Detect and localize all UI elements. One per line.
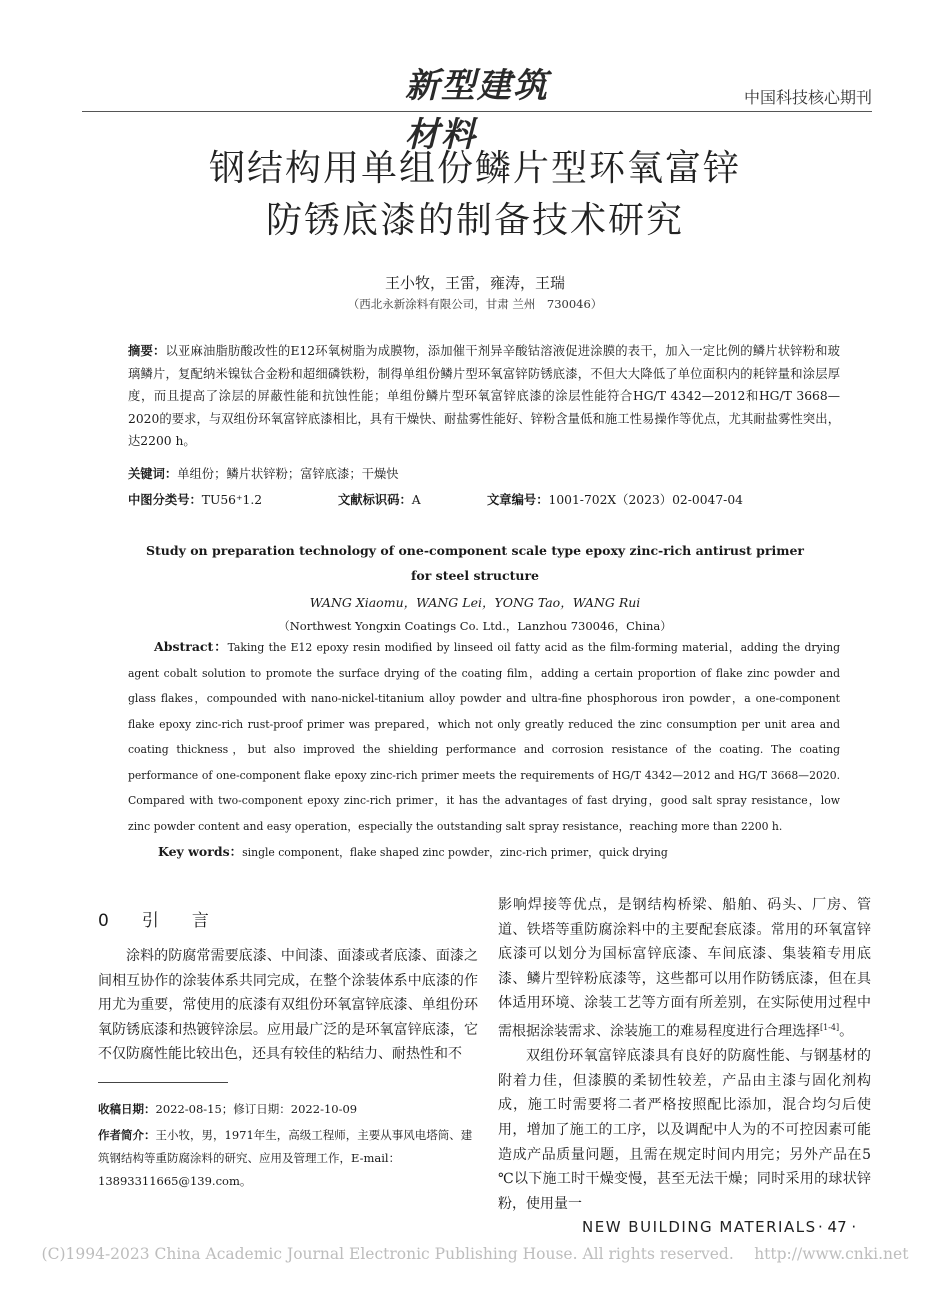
affiliation: （西北永新涂料有限公司，甘肃 兰州 730046） (347, 297, 603, 311)
body-text-end: 。 (839, 1023, 854, 1040)
clc-number (128, 490, 262, 508)
footer-journal-name: NEW BUILDING MATERIALS (582, 1218, 817, 1236)
body-text: 影响焊接等优点，是钢结构桥梁、船舶、码头、厂房、管道、铁塔等重防腐涂料中的主要配套底漆。常用的环氧富锌底漆可以划分为国标富锌底漆、车间底漆、集装箱专用底漆、鳞片型锌粉底漆等，这些都可以用作防锈底漆，但在具体适用环境、涂装工艺等方面有所差别，在实际使用过程中需根据涂装需求、涂装施工的难易程度进行合理选择 (498, 897, 871, 1040)
abstract-cn (128, 340, 840, 453)
document-code (338, 490, 421, 508)
keywords-cn-label: 关键词： (128, 467, 178, 481)
english-title-line-2: for steel structure (411, 568, 539, 583)
body-paragraph: 双组份环氧富锌底漆具有良好的防腐性能、与钢基材的附着力佳，但漆膜的柔韧性较差，产品由主漆与固化剂构成，施工时需要将二者严格按照配比添加，混合均匀后使用，增加了施工的工序，以及调配中人为的不可控因素可能造成产品质量问题，且需在规定时间内用完；另外产品在5 ℃以下施工时干燥变慢，甚至无法干燥；同时采用的球状锌粉，使用量一 (498, 1048, 871, 1212)
journal-logo-text: 新型建筑材料 (405, 66, 549, 155)
abstract-en (128, 634, 840, 839)
keywords-en-label: Key words： (158, 844, 243, 859)
author-list: 王小牧，王雷，雍涛，王瑞 (384, 274, 565, 292)
section-heading: 0 引 言 (98, 911, 217, 931)
abstract-en-text: Taking the E12 epoxy resin modified by linseed oil fatty acid as the film-forming material，adding the drying agent cobalt solution to promote the surface drying of the coating film，adding a certain proportion of flake zinc powder and glass flakes，compounded with nano-nickel-titanium alloy powder and ultra-fine phosphorous iron powder，a one-component flake epoxy zinc-rich rust-proof primer was prepared，which not only greatly reduced the zinc consumption per unit area and coating thickness，but also improved the shielding performance and corrosion resistance of the coating. The coating performance of one-component flake epoxy zinc-rich primer meets the requirements of HG/T 4342—2012 and HG/T 3668—2020. Compared with two-component epoxy zinc-rich primer，it has the advantages of fast drying，good salt spray resistance，low zinc powder content and easy operation，especially the outstanding salt spray resistance，reaching more than 2200 h. (128, 641, 840, 833)
body-paragraph (498, 893, 871, 1044)
article-number-label: 文章编号： (487, 493, 549, 507)
abstract-cn-text: 以亚麻油脂肪酸改性的E12环氧树脂为成膜物，添加催干剂异辛酸钴溶液促进涂膜的表干，加入一定比例的鳞片状锌粉和玻璃鳞片，复配纳米镍钛合金粉和超细磷铁粉，制得单组份鳞片型环氧富锌防锈底漆，不但大大降低了单位面积内的耗锌量和涂层厚度，而且提高了涂层的屏蔽性能和抗蚀性能；单组份鳞片型环氧富锌底漆的涂层性能符合HG/T 4342—2012和HG/T 3668—2020的要求，与双组份环氧富锌底漆相比，具有干燥快、耐盐雾性能好、锌粉含量低和施工性易操作等优点，尤其耐盐雾性突出，达2200 h。 (128, 344, 840, 449)
author-bio-text: 王小牧，男，1971年生，高级工程师，主要从事风电塔筒、建筑钢结构等重防腐涂料的研究、应用及管理工作，E-mail：13893311665@139.com。 (98, 1128, 473, 1188)
english-authors: WANG Xiaomu，WANG Lei，YONG Tao，WANG Rui (309, 595, 641, 610)
received-dates-text: 2022-08-15；修订日期：2022-10-09 (155, 1102, 358, 1116)
body-right-column (498, 893, 871, 1216)
received-dates-label: 收稿日期： (98, 1102, 156, 1116)
clc-label: 中图分类号： (128, 493, 202, 507)
article-number-value: 1001-702X（2023）02-0047-04 (548, 493, 743, 507)
page-number: · 47 · (818, 1218, 857, 1236)
english-title-line-1: Study on preparation technology of one-component scale type epoxy zinc-rich antirust primer (145, 543, 805, 558)
keywords-cn-text: 单组份；鳞片状锌粉；富锌底漆；干燥快 (177, 467, 399, 481)
article-number (487, 490, 743, 508)
english-affiliation: （Northwest Yongxin Coatings Co. Ltd.，Lanzhou 730046，China） (278, 619, 672, 633)
author-bio (98, 1124, 478, 1193)
header-divider (82, 111, 872, 112)
journal-tag: 中国科技核心期刊 (743, 88, 872, 107)
received-dates (98, 1098, 478, 1121)
clc-value: TU56⁺1.2 (201, 493, 263, 507)
document-code-value: A (411, 493, 421, 507)
abstract-en-label: Abstract： (154, 639, 228, 654)
citation-ref: [1-4] (820, 1022, 840, 1032)
keywords-cn (128, 464, 399, 482)
keywords-en-text: single component，flake shaped zinc powder，zinc-rich primer，quick drying (242, 846, 668, 859)
document-code-label: 文献标识码： (338, 493, 412, 507)
keywords-en (158, 842, 668, 860)
journal-logo (405, 58, 575, 155)
copyright-watermark: (C)1994-2023 China Academic Journal Electronic Publishing House. All rights reserved. http://www.cnki.net (41, 1245, 909, 1263)
paper-title-line-1: 钢结构用单组份鳞片型环氧富锌 (208, 148, 741, 189)
author-bio-label: 作者简介： (98, 1128, 156, 1142)
footnote-divider (98, 1082, 228, 1083)
paper-title-line-2: 防锈底漆的制备技术研究 (265, 200, 684, 241)
abstract-cn-label: 摘要： (128, 344, 166, 358)
body-paragraph: 涂料的防腐常需要底漆、中间漆、面漆或者底漆、面漆之间相互协作的涂装体系共同完成，在整个涂装体系中底漆的作用尤为重要，常使用的底漆有双组份环氧富锌底漆、单组份环氧防锈底漆和热镀锌涂层。应用最广泛的是环氧富锌底漆，它不仅防腐性能比较出色，还具有较佳的粘结力、耐热性和不 (98, 948, 478, 1063)
body-left-column (98, 944, 478, 1067)
